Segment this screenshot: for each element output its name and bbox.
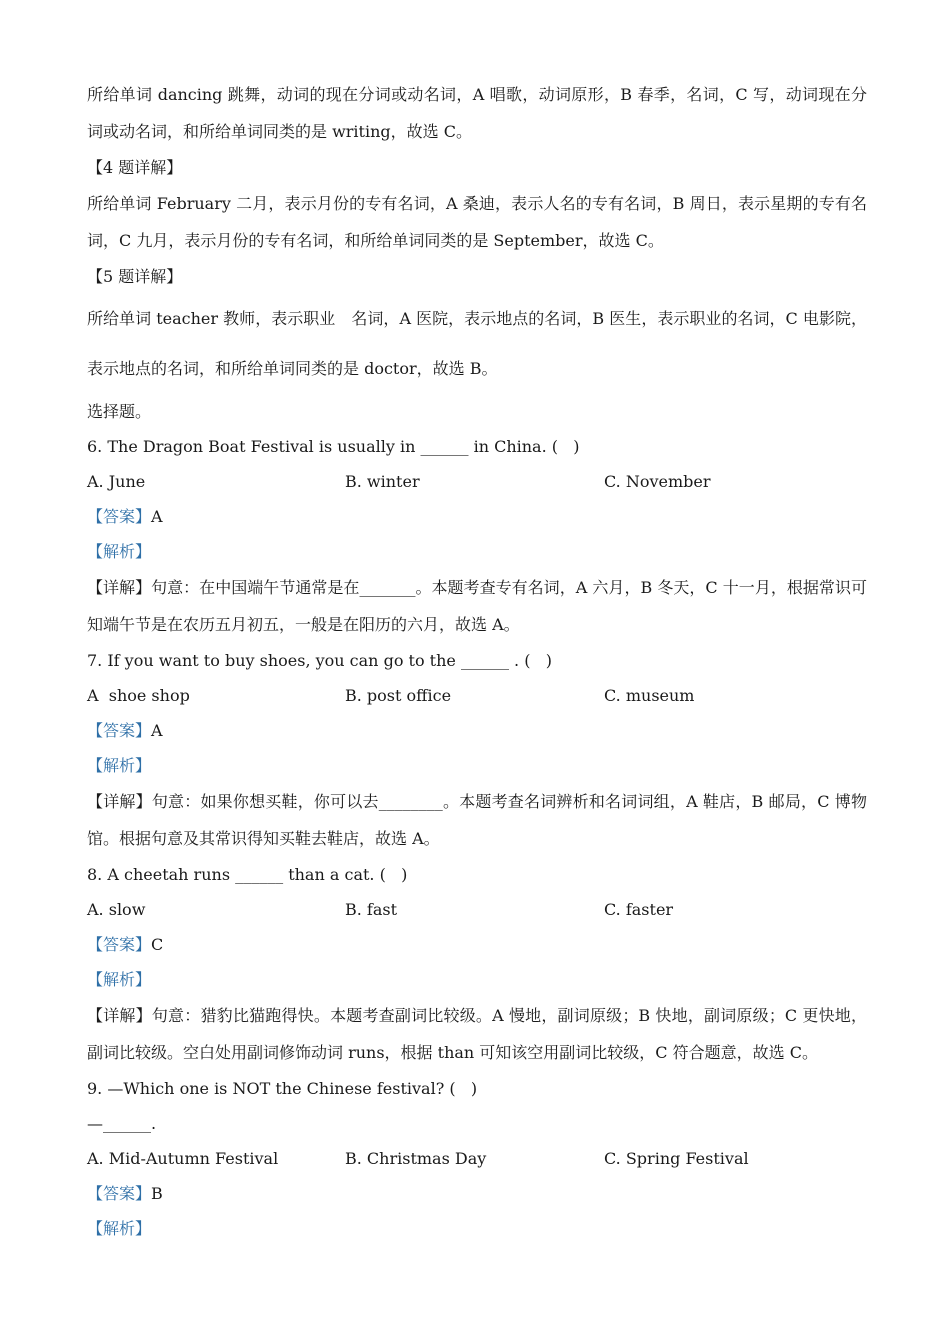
detail-text xyxy=(87,569,867,643)
question-stem: 7. If you want to buy shoes, you can go to the ______ . ( ) xyxy=(87,651,552,670)
answer-line xyxy=(87,1176,867,1211)
question-8 xyxy=(87,857,867,1071)
option-c: C. Spring Festival xyxy=(604,1149,749,1168)
answer-value: A xyxy=(151,507,163,526)
question-6 xyxy=(87,429,867,643)
detail-body: 句意：猎豹比猫跑得快。本题考查副词比较级。A 慢地，副词原级；B 快地，副词原级；C 更快地，副词比较级。空白处用副词修饰动词 runs，根据 than 可知该空用副词比较级，C 符合题意，故选 C。 xyxy=(87,1006,867,1062)
q5-detail-heading: 【5 题详解】 xyxy=(87,267,183,286)
question-stem: 9. —Which one is NOT the Chinese festival? ( ) xyxy=(87,1079,478,1098)
answer-line xyxy=(87,499,867,534)
option-c: C. museum xyxy=(604,686,695,705)
answer-line xyxy=(87,927,867,962)
detail-text xyxy=(87,783,867,857)
answer-value: C xyxy=(151,935,164,954)
question-7 xyxy=(87,643,867,857)
option-b: B. Christmas Day xyxy=(345,1149,487,1168)
question-response-blank: —______. xyxy=(87,1114,157,1133)
detail-body: 句意：如果你想买鞋，你可以去________。本题考查名词辨析和名词词组，A 鞋店，B 邮局，C 博物馆。根据句意及其常识得知买鞋去鞋店，故选 A。 xyxy=(87,792,867,848)
question-9 xyxy=(87,1071,867,1246)
answer-value: B xyxy=(151,1184,163,1203)
analysis-tag: 【解析】 xyxy=(87,1219,152,1238)
answer-tag: 【答案】 xyxy=(87,935,152,954)
question-options xyxy=(87,1141,867,1176)
detail-tag: 【详解】 xyxy=(87,1006,152,1025)
option-a: A. June xyxy=(87,472,146,491)
q4-detail-text: 所给单词 February 二月，表示月份的专有名词，A 桑迪，表示人名的专有名词，B 周日，表示星期的专有名词，C 九月，表示月份的专有名词，和所给单词同类的是 September，故选 C。 xyxy=(87,194,867,250)
answer-value: A xyxy=(151,721,163,740)
option-a: A shoe shop xyxy=(87,686,190,705)
detail-text xyxy=(87,997,867,1071)
option-a: A. slow xyxy=(87,900,146,919)
analysis-tag: 【解析】 xyxy=(87,756,152,775)
answer-tag: 【答案】 xyxy=(87,1184,152,1203)
analysis-tag: 【解析】 xyxy=(87,970,152,989)
option-c: C. November xyxy=(604,472,711,491)
option-a: A. Mid-Autumn Festival xyxy=(87,1149,279,1168)
option-b: B. fast xyxy=(345,900,398,919)
question-options xyxy=(87,892,867,927)
answer-line xyxy=(87,713,867,748)
question-options xyxy=(87,464,867,499)
document-page xyxy=(87,76,867,1246)
question-stem: 6. The Dragon Boat Festival is usually in ______ in China. ( ) xyxy=(87,437,580,456)
option-b: B. post office xyxy=(345,686,452,705)
analysis-tag: 【解析】 xyxy=(87,542,152,561)
question-stem: 8. A cheetah runs ______ than a cat. ( ) xyxy=(87,865,408,884)
option-b: B. winter xyxy=(345,472,420,491)
section-heading: 选择题。 xyxy=(87,402,152,421)
detail-tag: 【详解】 xyxy=(87,578,152,597)
answer-tag: 【答案】 xyxy=(87,721,152,740)
q3-detail-text: 所给单词 dancing 跳舞，动词的现在分词或动名词，A 唱歌，动词原形，B 春季，名词，C 写，动词现在分词或动名词，和所给单词同类的是 writing，故选 C。 xyxy=(87,85,867,141)
question-options xyxy=(87,678,867,713)
q5-detail-text: 所给单词 teacher 教师，表示职业 名词，A 医院，表示地点的名词，B 医生，表示职业的名词，C 电影院，表示地点的名词，和所给单词同类的是 doctor，故选 B。 xyxy=(87,309,867,378)
answer-tag: 【答案】 xyxy=(87,507,152,526)
detail-tag: 【详解】 xyxy=(87,792,152,811)
option-c: C. faster xyxy=(604,900,674,919)
detail-body: 句意：在中国端午节通常是在_______。本题考查专有名词，A 六月，B 冬天，C 十一月，根据常识可知端午节是在农历五月初五，一般是在阳历的六月，故选 A。 xyxy=(87,578,867,634)
q4-detail-heading: 【4 题详解】 xyxy=(87,158,183,177)
